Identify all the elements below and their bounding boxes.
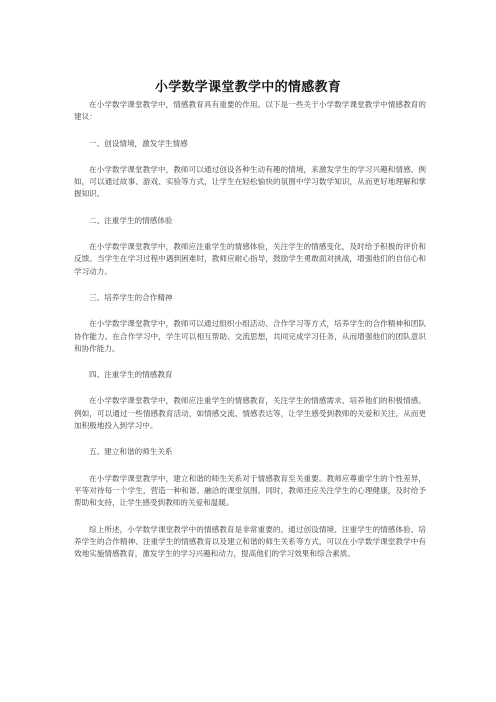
section-2-body: 在小学数学课堂教学中，教师应注重学生的情感体验，关注学生的情感变化，及时给予积极的评价和反馈。当学生在学习过程中遇到困难时，教师应耐心指导，鼓励学生勇敢面对挑战，增强他们的自信心和学习动力。 <box>74 242 426 276</box>
section-4-body: 在小学数学课堂教学中，教师应注重学生的情感教育，关注学生的情感需求、培养他们的积极情感。例如，可以通过一些情感教育活动，如情感交流、情感表达等，让学生感受到教师的关爱和关注，从而更加积极地投入到学习中。 <box>74 396 426 431</box>
document-title: 小学数学课堂教学中的情感教育 <box>154 80 342 95</box>
section-5-body: 在小学数学课堂教学中，建立和谐的师生关系对于情感教育至关重要。教师应尊重学生的个性差异，平等对待每一个学生，营造一种和谐、融洽的课堂氛围。同时，教师还应关注学生的心理健康，及时给予帮助和支持，让学生感受到教师的关爱和温暖。 <box>74 473 426 508</box>
section-1-heading: 一、创设情境，激发学生情感 <box>89 138 188 148</box>
intro-paragraph: 在小学数学课堂教学中，情感教育具有重要的作用。以下是一些关于小学数学课堂教学中情感教育的建议： <box>74 100 426 122</box>
section-2-heading: 二、注重学生的情感体验 <box>89 215 173 225</box>
section-3-heading: 三、培养学生的合作精神 <box>89 292 173 302</box>
section-4-heading: 四、注重学生的情感教育 <box>89 370 173 380</box>
section-1-body: 在小学数学课堂教学中，教师可以通过创设各种生动有趣的情境，来激发学生的学习兴趣和情感。例如，可以通过故事、游戏、实验等方式，让学生在轻松愉快的氛围中学习数学知识，从而更好地理解和掌握知识。 <box>74 164 426 199</box>
document-body <box>74 99 426 574</box>
section-3-body: 在小学数学课堂教学中，教师可以通过组织小组活动、合作学习等方式，培养学生的合作精神和团队协作能力。在合作学习中，学生可以相互帮助、交流思想，共同完成学习任务，从而增强他们的团队意识和协作能力。 <box>74 319 426 353</box>
section-5-heading: 五、建立和谐的师生关系 <box>89 447 173 457</box>
conclusion-paragraph: 综上所述，小学数学课堂教学中的情感教育是非常重要的。通过创设情境、注重学生的情感体验、培养学生的合作精神、注重学生的情感教育以及建立和谐的师生关系等方式，可以在小学数学课堂教学中有效地实施情感教育，激发学生的学习兴趣和动力，提高他们的学习效果和综合素质。 <box>74 524 426 559</box>
